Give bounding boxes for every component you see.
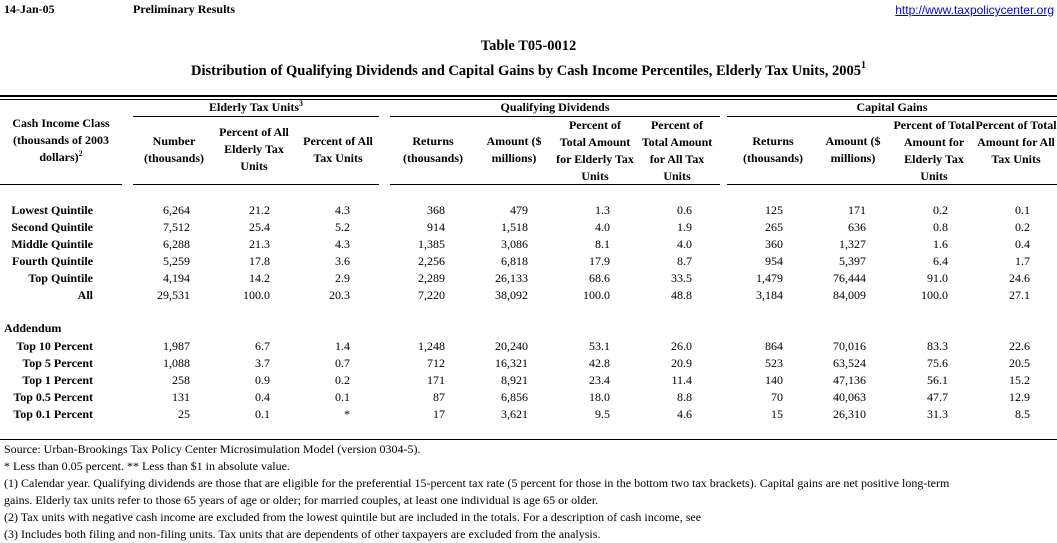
- cell-value: 0.8: [933, 220, 948, 234]
- cell-value: 3.6: [335, 254, 350, 268]
- cell-value: 20.3: [329, 288, 350, 302]
- cell-value: 636: [848, 220, 866, 234]
- cell-value: 0.6: [677, 203, 692, 217]
- cell-value: 87: [433, 390, 445, 404]
- footnote-2: (2) Tax units with negative cash income are excluded from the lowest quintile but are included in the totals. For a description of cash income, see: [4, 510, 702, 524]
- cell-value: 84,009: [833, 288, 866, 302]
- header-rule: [727, 184, 1057, 185]
- cell-value: 2,289: [418, 271, 445, 285]
- cell-value: 31.3: [927, 407, 948, 421]
- cell-value: 125: [765, 203, 783, 217]
- table-title: [0, 61, 1057, 80]
- stub-header: [0, 115, 122, 166]
- cell-value: 712: [427, 356, 445, 370]
- cell-value: 63,524: [833, 356, 866, 370]
- cell-value: 265: [765, 220, 783, 234]
- cell-value: 100.0: [583, 288, 610, 302]
- addendum-label: Addendum: [4, 321, 62, 335]
- cell-value: 21.2: [249, 203, 270, 217]
- cell-value: 131: [172, 390, 190, 404]
- cell-value: 0.2: [335, 373, 350, 387]
- cell-value: 6,288: [163, 237, 190, 251]
- cell-value: 3,621: [501, 407, 528, 421]
- cell-value: 16,321: [495, 356, 528, 370]
- cell-value: 100.0: [921, 288, 948, 302]
- cell-value: 1,385: [418, 237, 445, 251]
- group-label: Capital Gains: [856, 100, 928, 114]
- cell-value: 1,479: [756, 271, 783, 285]
- cell-value: 91.0: [927, 271, 948, 285]
- table-row: [0, 253, 1057, 270]
- cell-value: 14.2: [249, 271, 270, 285]
- col-header: Percent of All Tax Units: [303, 134, 373, 165]
- footnote-source: Source: Urban-Brookings Tax Policy Center Microsimulation Model (version 0304-5).: [4, 442, 421, 456]
- cell-value: 70,016: [833, 339, 866, 353]
- cell-value: 8.1: [595, 237, 610, 251]
- cell-value: 4,194: [163, 271, 190, 285]
- cell-value: 0.1: [1015, 203, 1030, 217]
- cell-value: 914: [427, 220, 445, 234]
- cell-value: 0.1: [255, 407, 270, 421]
- cell-value: 26,310: [833, 407, 866, 421]
- cell-value: 76,444: [833, 271, 866, 285]
- table-id: Table T05-0012: [480, 38, 577, 54]
- cell-value: 4.0: [595, 220, 610, 234]
- cell-value: 9.5: [595, 407, 610, 421]
- cell-value: 68.6: [589, 271, 610, 285]
- row-label: Top Quintile: [28, 271, 93, 285]
- cell-value: 17.9: [589, 254, 610, 268]
- cell-value: 20.5: [1009, 356, 1030, 370]
- stub-line-text: dollars): [39, 150, 79, 164]
- cell-value: 171: [848, 203, 866, 217]
- group-label: Elderly Tax Units: [208, 100, 300, 114]
- cell-value: 4.3: [335, 237, 350, 251]
- row-label: Lowest Quintile: [11, 203, 93, 217]
- cell-value: 7,220: [418, 288, 445, 302]
- cell-value: 0.4: [255, 390, 270, 404]
- cell-value: 17: [433, 407, 445, 421]
- cell-value: 0.9: [255, 373, 270, 387]
- cell-value: 368: [427, 203, 445, 217]
- row-label: Top 5 Percent: [22, 356, 93, 370]
- row-label: Second Quintile: [11, 220, 93, 234]
- cell-value: 3,184: [756, 288, 783, 302]
- header-rule: [0, 184, 122, 185]
- group-label: Qualifying Dividends: [500, 100, 610, 114]
- cell-value: *: [344, 407, 350, 421]
- cell-value: 6,818: [501, 254, 528, 268]
- cell-value: 4.6: [677, 407, 692, 421]
- col-header: Percent of Total Amount for Elderly Tax Units: [893, 118, 975, 183]
- cell-value: 6.4: [933, 254, 948, 268]
- col-header: Amount ($ millions): [825, 134, 881, 165]
- cell-value: 1.9: [677, 220, 692, 234]
- cell-value: 258: [172, 373, 190, 387]
- cell-value: 0.7: [335, 356, 350, 370]
- cell-value: 24.6: [1009, 271, 1030, 285]
- cell-value: 3,086: [501, 237, 528, 251]
- col-header: Number (thousands): [143, 134, 205, 165]
- cell-value: 5,397: [839, 254, 866, 268]
- cell-value: 8.7: [677, 254, 692, 268]
- col-header: Amount ($ millions): [486, 134, 542, 165]
- cell-value: 5.2: [335, 220, 350, 234]
- table-row: [0, 287, 1057, 304]
- row-label: Middle Quintile: [11, 237, 93, 251]
- cell-value: 4.3: [335, 203, 350, 217]
- cell-value: 38,092: [495, 288, 528, 302]
- cell-value: 864: [765, 339, 783, 353]
- cell-value: 70: [771, 390, 783, 404]
- bottom-rule: [0, 439, 1057, 440]
- cell-value: 48.8: [671, 288, 692, 302]
- cell-value: 23.4: [589, 373, 610, 387]
- header-rule: [133, 184, 379, 185]
- cell-value: 0.4: [1015, 237, 1030, 251]
- cell-value: 27.1: [1009, 288, 1030, 302]
- cell-value: 11.4: [671, 373, 692, 387]
- cell-value: 25: [178, 407, 190, 421]
- cell-value: 15.2: [1009, 373, 1030, 387]
- cell-value: 954: [765, 254, 783, 268]
- row-label: Top 10 Percent: [16, 339, 93, 353]
- header-rule: [390, 184, 720, 185]
- table-row: [0, 355, 1057, 372]
- table-row: [0, 372, 1057, 389]
- report-status: Preliminary Results: [133, 2, 236, 16]
- cell-value: 22.6: [1009, 339, 1030, 353]
- cell-value: 20.9: [671, 356, 692, 370]
- cell-value: 1,987: [163, 339, 190, 353]
- col-header: Percent of Total Amount for All Tax Units: [641, 118, 713, 183]
- cell-value: 1.4: [335, 339, 350, 353]
- cell-value: 6,264: [163, 203, 190, 217]
- cell-value: 40,063: [833, 390, 866, 404]
- group-header-elderly: [133, 100, 379, 115]
- footnote-3: (3) Includes both filing and non-filing units. Tax units that are dependents of other taxpayers are excluded from the analysis.: [4, 527, 601, 541]
- col-header: Percent of All Elderly Tax Units: [219, 125, 289, 173]
- cell-value: 7,512: [163, 220, 190, 234]
- cell-value: 15: [771, 407, 783, 421]
- table-row: [0, 406, 1057, 423]
- footnote-1-cont: gains. Elderly tax units refer to those 65 years of age or older; for married couples, at least one individual is age 65 or older.: [4, 493, 599, 507]
- cell-value: 1,088: [163, 356, 190, 370]
- cell-value: 20,240: [495, 339, 528, 353]
- cell-value: 140: [765, 373, 783, 387]
- cell-value: 1.3: [595, 203, 610, 217]
- table-row: [0, 389, 1057, 406]
- cell-value: 56.1: [927, 373, 948, 387]
- stub-line: Cash Income Class: [12, 116, 110, 130]
- row-label: Top 0.1 Percent: [13, 407, 93, 421]
- table-row: [0, 270, 1057, 287]
- col-header: Returns (thousands): [742, 134, 804, 165]
- cell-value: 1,518: [501, 220, 528, 234]
- footnote-ref: 2: [78, 149, 83, 158]
- footnote-ref: 3: [299, 99, 304, 108]
- cell-value: 0.2: [933, 203, 948, 217]
- top-rule: [0, 95, 1057, 97]
- table-title-text: Distribution of Qualifying Dividends and Capital Gains by Cash Income Percentiles, Elderly Tax Units, 2005: [190, 62, 862, 79]
- cell-value: 47,136: [833, 373, 866, 387]
- report-date: 14-Jan-05: [4, 2, 55, 16]
- row-label: All: [77, 288, 93, 302]
- cell-value: 26,133: [495, 271, 528, 285]
- cell-value: 18.0: [589, 390, 610, 404]
- footnote-ref: 1: [861, 60, 867, 71]
- col-header: Returns (thousands): [402, 134, 464, 165]
- cell-value: 8.5: [1015, 407, 1030, 421]
- cell-value: 33.5: [671, 271, 692, 285]
- table-row: [0, 202, 1057, 219]
- row-label: Fourth Quintile: [11, 254, 93, 268]
- table-row: [0, 219, 1057, 236]
- cell-value: 1.7: [1015, 254, 1030, 268]
- cell-value: 17.8: [249, 254, 270, 268]
- table-row: [0, 236, 1057, 253]
- cell-value: 47.7: [927, 390, 948, 404]
- stub-line: [0, 149, 122, 166]
- cell-value: 8.8: [677, 390, 692, 404]
- cell-value: 6,856: [501, 390, 528, 404]
- row-label: Top 0.5 Percent: [13, 390, 93, 404]
- cell-value: 5,259: [163, 254, 190, 268]
- cell-value: 0.2: [1015, 220, 1030, 234]
- cell-value: 6.7: [255, 339, 270, 353]
- cell-value: 1,327: [839, 237, 866, 251]
- cell-value: 100.0: [243, 288, 270, 302]
- cell-value: 26.0: [671, 339, 692, 353]
- cell-value: 171: [427, 373, 445, 387]
- cell-value: 3.7: [255, 356, 270, 370]
- cell-value: 21.3: [249, 237, 270, 251]
- cell-value: 523: [765, 356, 783, 370]
- stub-line: (thousands of 2003: [12, 133, 110, 147]
- group-header-dividends: [390, 100, 720, 115]
- cell-value: 8,921: [501, 373, 528, 387]
- col-header: Percent of Total Amount for All Tax Units: [975, 118, 1057, 166]
- footnote-1: (1) Calendar year. Qualifying dividends are those that are eligible for the preferential 15-percent tax rate (5 percent for those in the bottom two tax brackets). Capital gains are net positive long-term: [4, 476, 950, 490]
- row-label: Top 1 Percent: [22, 373, 93, 387]
- group-header-gains: [727, 100, 1057, 115]
- cell-value: 360: [765, 237, 783, 251]
- table-row: [0, 338, 1057, 355]
- cell-value: 53.1: [589, 339, 610, 353]
- cell-value: 0.1: [335, 390, 350, 404]
- cell-value: 75.6: [927, 356, 948, 370]
- col-header: Percent of Total Amount for Elderly Tax Units: [556, 118, 634, 183]
- cell-value: 83.3: [927, 339, 948, 353]
- website-link[interactable]: http://www.taxpolicycenter.org: [895, 3, 1054, 17]
- cell-value: 2.9: [335, 271, 350, 285]
- cell-value: 1.6: [933, 237, 948, 251]
- cell-value: 1,248: [418, 339, 445, 353]
- cell-value: 479: [510, 203, 528, 217]
- cell-value: 29,531: [157, 288, 190, 302]
- cell-value: 2,256: [418, 254, 445, 268]
- cell-value: 12.9: [1009, 390, 1030, 404]
- group-rule: [133, 116, 379, 117]
- footnote-symbols: * Less than 0.05 percent. ** Less than $1 in absolute value.: [4, 459, 290, 473]
- cell-value: 42.8: [589, 356, 610, 370]
- cell-value: 25.4: [249, 220, 270, 234]
- cell-value: 4.0: [677, 237, 692, 251]
